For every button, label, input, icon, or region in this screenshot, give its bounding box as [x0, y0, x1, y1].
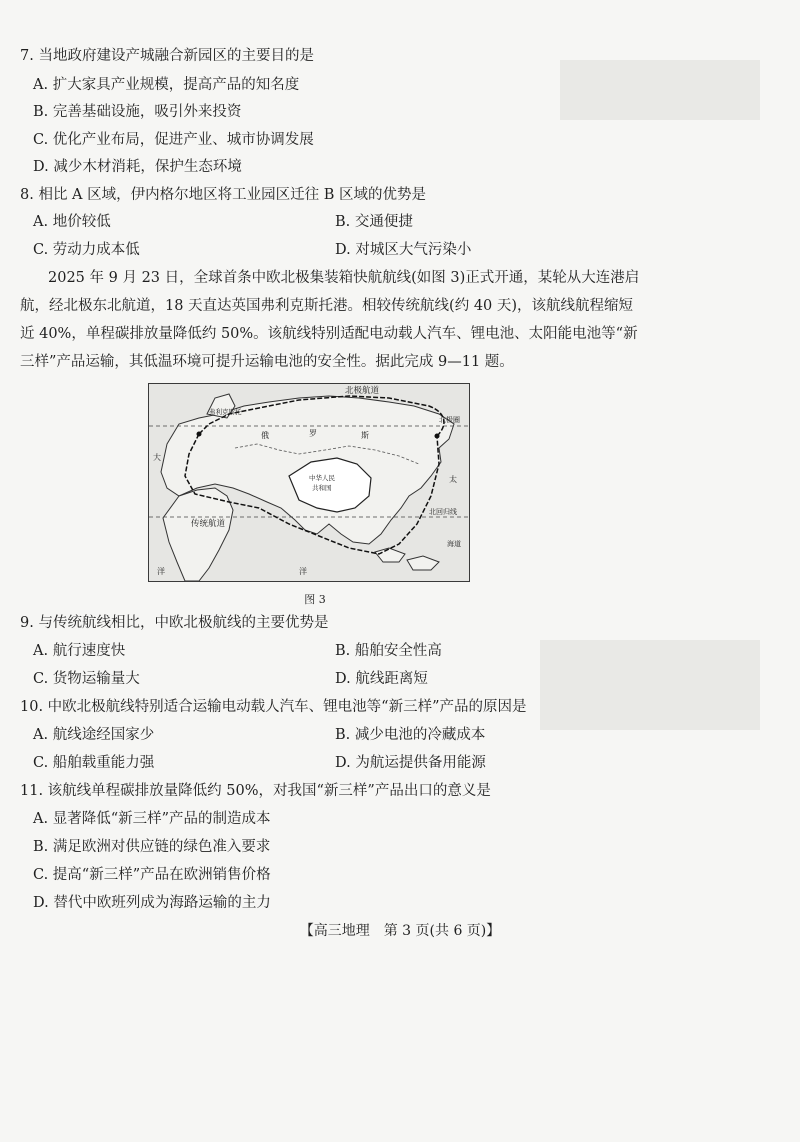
question-7-option-d: D. 减少木材消耗，保护生态环境 [33, 159, 242, 175]
question-7-option-b: B. 完善基础设施，吸引外来投资 [33, 104, 242, 120]
question-11-option-b: B. 满足欧洲对供应链的绿色准入要求 [33, 839, 271, 855]
port-dalian-marker [435, 434, 440, 439]
figure-caption: 图 3 [304, 593, 326, 606]
question-7-stem: 7. 当地政府建设产城融合新园区的主要目的是 [20, 48, 314, 64]
scan-smudge [560, 60, 760, 120]
port-felixstowe-marker [197, 432, 202, 437]
question-10-option-a: A. 航线途经国家少 [33, 727, 155, 743]
question-8-option-a: A. 地价较低 [33, 214, 111, 230]
question-10-option-d: D. 为航运提供备用能源 [335, 755, 486, 771]
label-china-2: 共和国 [312, 484, 332, 492]
label-ocean-mid: 洋 [299, 567, 307, 576]
route-map [148, 383, 470, 582]
label-pacific: 太 [449, 475, 457, 484]
question-11-option-c: C. 提高“新三样”产品在欧洲销售价格 [33, 867, 271, 883]
question-8-option-c: C. 劳动力成本低 [33, 242, 140, 258]
label-arctic-route: 北极航道 [345, 386, 380, 396]
question-9-stem: 9. 与传统航线相比，中欧北极航线的主要优势是 [20, 615, 329, 631]
question-9-option-a: A. 航行速度快 [33, 643, 126, 659]
passage-line-2: 航，经北极东北航道，18 天直达英国弗利克斯托港。相较传统航线(约 40 天)，该航线航程缩短 [20, 298, 634, 314]
question-8-stem: 8. 相比 A 区域，伊内格尔地区将工业园区迁往 B 区域的优势是 [20, 187, 427, 203]
passage-line-3: 近 40%，单程碳排放量降低约 50%。该航线特别适配电动载人汽车、锂电池、太阳能电池等“新 [20, 326, 638, 342]
question-7-option-c: C. 优化产业布局，促进产业、城市协调发展 [33, 132, 314, 148]
label-traditional-route: 传统航道 [191, 519, 226, 529]
question-8-option-b: B. 交通便捷 [335, 214, 413, 230]
page-footer: 【高三地理 第 3 页(共 6 页)】 [299, 923, 501, 939]
question-9-option-b: B. 船舶安全性高 [335, 643, 442, 659]
label-tropic: 北回归线 [429, 508, 457, 516]
label-russia-3: 斯 [361, 431, 369, 440]
question-9-option-d: D. 航线距离短 [335, 671, 428, 687]
label-ocean-left: 洋 [157, 567, 165, 576]
route-map-svg [149, 384, 469, 581]
question-10-option-c: C. 船舶载重能力强 [33, 755, 155, 771]
passage-line-1: 2025 年 9 月 23 日，全球首条中欧北极集装箱快航航线(如图 3)正式开通，某轮从大连港启 [48, 270, 640, 286]
question-9-option-c: C. 货物运输量大 [33, 671, 140, 687]
question-11-option-a: A. 显著降低“新三样”产品的制造成本 [33, 811, 271, 827]
question-7-option-a: A. 扩大家具产业规模，提高产品的知名度 [33, 77, 300, 93]
label-atlantic: 大 [153, 453, 161, 462]
label-felixstowe: 弗利克斯托 [209, 408, 242, 416]
question-11-option-d: D. 替代中欧班列成为海路运输的主力 [33, 895, 271, 911]
question-10-stem: 10. 中欧北极航线特别适合运输电动载人汽车、锂电池等“新三样”产品的原因是 [20, 699, 527, 715]
passage-line-4: 三样”产品运输，其低温环境可提升运输电池的安全性。据此完成 9—11 题。 [20, 354, 514, 370]
question-8-option-d: D. 对城区大气污染小 [335, 242, 472, 258]
scan-smudge [540, 640, 760, 730]
label-russia-1: 俄 [261, 431, 269, 440]
label-north-pole: 北极圈 [439, 416, 460, 424]
question-10-option-b: B. 减少电池的冷藏成本 [335, 727, 486, 743]
question-11-stem: 11. 该航线单程碳排放量降低约 50%，对我国“新三样”产品出口的意义是 [20, 783, 491, 799]
label-russia-2: 罗 [309, 429, 317, 438]
label-china-1: 中华人民 [309, 474, 335, 482]
label-strait: 海道 [447, 540, 461, 548]
